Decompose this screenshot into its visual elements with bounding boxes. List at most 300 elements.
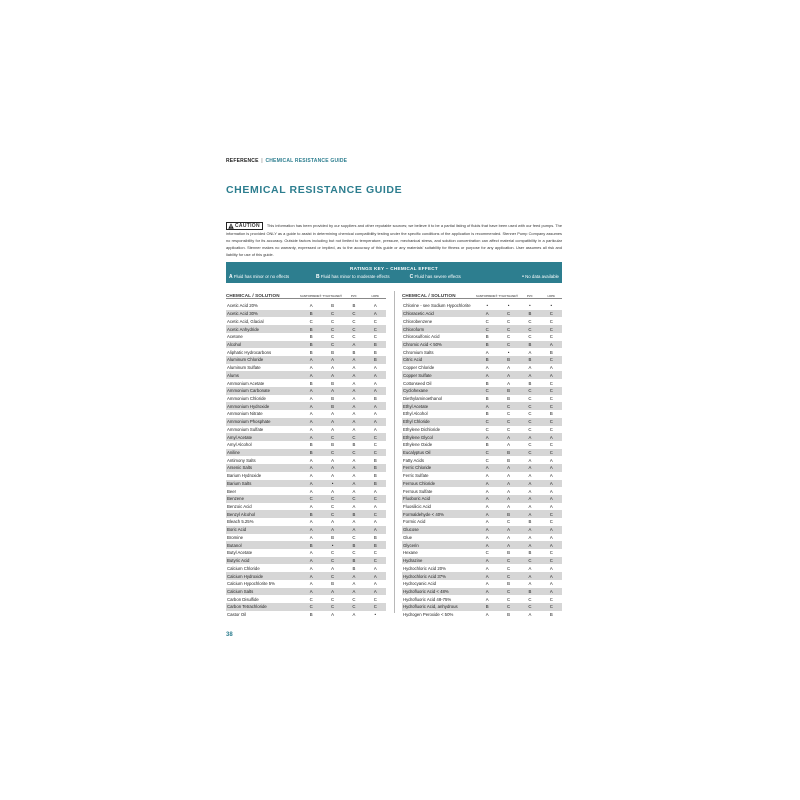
rating-cell: A	[485, 349, 489, 355]
rating-cell: B	[309, 542, 313, 548]
caution-badge-label: CAUTION	[235, 223, 260, 229]
chemical-name: Chlorobenzene	[403, 318, 433, 324]
rating-cell: A	[485, 480, 489, 486]
rating-cell: A	[309, 534, 313, 540]
rating-cell: A	[485, 434, 489, 440]
page-title: CHEMICAL RESISTANCE GUIDE	[226, 184, 403, 196]
rating-cell: A	[309, 588, 313, 594]
rating-cell: C	[373, 496, 377, 502]
rating-cell: B	[352, 303, 356, 309]
rating-cell: C	[549, 388, 553, 394]
rating-cell: C	[352, 550, 356, 556]
rating-cell: B	[309, 349, 313, 355]
rating-cell: A	[309, 558, 313, 564]
chemical-name: Ferrous Chloride	[403, 480, 436, 486]
rating-cell: A	[352, 504, 356, 510]
rating-cell: A	[373, 527, 377, 533]
table-row	[402, 317, 562, 325]
chemical-name: Ammonium Sulfate	[227, 426, 264, 432]
table-row	[226, 395, 386, 403]
chemical-name: Ammonium Chloride	[227, 395, 266, 401]
rating-cell: C	[549, 419, 553, 425]
rating-cell: B	[528, 380, 532, 386]
chemical-name: Formaldehyde < 40%	[403, 511, 444, 517]
rating-cell: A	[485, 542, 489, 548]
table-row	[226, 441, 386, 449]
rating-cell: B	[507, 357, 510, 363]
chemical-name: Bromine	[227, 534, 244, 540]
rating-cell: A	[507, 480, 510, 486]
rating-cell: A	[485, 534, 489, 540]
rating-cell: A	[549, 542, 553, 548]
table-row	[226, 557, 386, 565]
table-row	[402, 549, 562, 557]
chemical-name: Copper Sulfate	[403, 372, 432, 378]
rating-cell: B	[309, 612, 313, 618]
rating-cell: B	[309, 380, 313, 386]
caution-notice	[226, 222, 562, 258]
rating-cell: B	[485, 411, 489, 417]
table-row	[402, 611, 562, 619]
rating-cell: A	[373, 411, 377, 417]
rating-cell: C	[528, 558, 532, 564]
left-table	[226, 291, 386, 618]
rating-cell: A	[331, 488, 334, 494]
table-row	[226, 387, 386, 395]
rating-cell: A	[352, 426, 356, 432]
rating-cell: B	[331, 380, 334, 386]
table-row	[226, 534, 386, 542]
rating-cell: A	[352, 403, 356, 409]
rating-cell: C	[507, 573, 511, 579]
rating-cell: B	[352, 558, 356, 564]
table-row	[402, 472, 562, 480]
chemical-name: Ammonium Acetate	[227, 380, 265, 386]
rating-cell: A	[485, 565, 489, 571]
chemical-name: Ferric Sulfate	[403, 473, 429, 479]
rating-cell: A	[485, 311, 489, 317]
rating-cell: C	[373, 434, 377, 440]
rating-cell: A	[373, 488, 377, 494]
rating-cell: A	[309, 411, 313, 417]
rating-cell: C	[373, 334, 377, 340]
chemical-name: Ammonium Phosphate	[227, 419, 271, 425]
table-row	[226, 364, 386, 372]
table-row	[402, 441, 562, 449]
chemical-name: Bleach 5.25%	[227, 519, 254, 525]
table-row	[226, 503, 386, 511]
table-row	[402, 510, 562, 518]
chemical-name: Hydrofluoric Acid, anhydrous	[403, 604, 458, 610]
rating-cell: C	[507, 411, 511, 417]
rating-cell: C	[485, 450, 489, 456]
table-row	[402, 333, 562, 341]
table-row	[402, 564, 562, 572]
rating-cell: C	[331, 496, 335, 502]
rating-cell: A	[331, 465, 334, 471]
chemical-name: Glycerin	[403, 542, 419, 548]
table-row	[402, 348, 562, 356]
chemical-name: Diethylaminoethanol	[403, 395, 442, 401]
rating-cell: C	[485, 318, 489, 324]
rating-cell: •	[331, 542, 334, 548]
rating-cell: C	[549, 450, 553, 456]
table-row	[402, 503, 562, 511]
table-row	[226, 518, 386, 526]
table-row	[402, 325, 562, 333]
rating-cell: A	[528, 573, 532, 579]
table-row	[226, 588, 386, 596]
rating-cell: A	[352, 480, 356, 486]
rating-cell: B	[373, 465, 377, 471]
rating-cell: B	[352, 542, 356, 548]
rating-cell: A	[549, 527, 553, 533]
table-row	[402, 456, 562, 464]
rating-cell: B	[507, 511, 510, 517]
rating-cell: A	[331, 372, 334, 378]
ratings-key-title: RATINGS KEY – CHEMICAL EFFECT	[349, 266, 439, 271]
rating-cell: A	[309, 434, 313, 440]
table-row	[226, 333, 386, 341]
chemical-name: Fatty Acids	[403, 457, 425, 463]
chemical-name: Ethyl Acetate	[403, 403, 429, 409]
chemical-name: Barium Salts	[227, 480, 252, 486]
rating-cell: A	[485, 473, 489, 479]
rating-cell: A	[549, 457, 553, 463]
table-row	[226, 402, 386, 410]
rating-cell: A	[373, 303, 377, 309]
table-row	[402, 371, 562, 379]
table-row	[402, 541, 562, 549]
rating-cell: C	[331, 573, 335, 579]
caution-badge	[226, 222, 263, 230]
rating-cell: C	[331, 596, 335, 602]
rating-cell: B	[549, 612, 553, 618]
rating-cell: B	[331, 581, 334, 587]
material-column-header: SANTOPRENE®	[300, 294, 322, 298]
rating-cell: A	[528, 496, 532, 502]
table-row	[226, 526, 386, 534]
rating-cell: A	[549, 504, 553, 510]
rating-cell: C	[528, 395, 532, 401]
rating-cell: A	[373, 504, 377, 510]
rating-cell: A	[373, 372, 377, 378]
rating-cell: A	[528, 480, 532, 486]
rating-cell: A	[309, 365, 313, 371]
table-row	[402, 534, 562, 542]
chemical-name: Acetic Acid 20%	[227, 303, 258, 309]
rating-cell: C	[331, 511, 335, 517]
rating-cell: A	[485, 519, 489, 525]
rating-cell: C	[528, 450, 532, 456]
table-row	[402, 495, 562, 503]
rating-cell: A	[331, 473, 334, 479]
chemical-name: Benzyl Alcohol	[227, 511, 255, 517]
chemical-name: Fluosilicic Acid	[403, 504, 431, 510]
header-separator: |	[261, 158, 263, 164]
rating-cell: A	[309, 581, 313, 587]
table-row	[402, 410, 562, 418]
rating-cell: A	[309, 457, 313, 463]
rating-cell: C	[352, 496, 356, 502]
rating-cell: C	[549, 511, 553, 517]
chemical-name: Hexane	[403, 550, 418, 556]
rating-cell: C	[528, 596, 532, 602]
table-row	[402, 402, 562, 410]
rating-cell: A	[309, 426, 313, 432]
rating-cell: A	[352, 527, 356, 533]
table-row	[402, 302, 562, 310]
rating-cell: A	[309, 388, 313, 394]
rating-cell: C	[373, 442, 377, 448]
rating-cell: C	[507, 403, 511, 409]
chemical-name: Barium Hydroxide	[227, 473, 262, 479]
rating-cell: B	[352, 349, 356, 355]
rating-cell: C	[331, 604, 335, 610]
rating-cell: A	[485, 465, 489, 471]
rating-cell: •	[507, 303, 510, 309]
rating-cell: A	[331, 419, 334, 425]
chemical-name: Beer	[227, 488, 237, 494]
chemical-name: Calcium Hydroxide	[227, 573, 264, 579]
rating-cell: A	[309, 550, 313, 556]
table-row	[402, 603, 562, 611]
rating-cell: C	[549, 519, 553, 525]
table-row	[226, 302, 386, 310]
rating-cell: A	[352, 357, 356, 363]
chemical-name: Chloracetic Acid	[403, 311, 434, 317]
table-row	[226, 464, 386, 472]
table-row	[226, 410, 386, 418]
rating-cell: A	[485, 596, 489, 602]
rating-cell: C	[373, 604, 377, 610]
rating-cell: B	[309, 326, 313, 332]
chemical-name: Calcium Chloride	[227, 565, 260, 571]
table-row	[226, 418, 386, 426]
rating-cell: B	[373, 534, 377, 540]
chemical-name: Aluminum Sulfate	[227, 365, 261, 371]
rating-cell: A	[331, 457, 334, 463]
chemical-name: Chromium Salts	[403, 349, 434, 355]
rating-cell: C	[507, 519, 511, 525]
rating-cell: C	[549, 442, 553, 448]
rating-cell: A	[507, 442, 510, 448]
rating-cell: A	[528, 349, 532, 355]
rating-cell: C	[528, 318, 532, 324]
ratings-key-item: C Fluid has severe effects	[409, 274, 461, 280]
rating-cell: A	[352, 395, 356, 401]
rating-cell: A	[528, 488, 532, 494]
rating-cell: A	[485, 496, 489, 502]
rating-cell: C	[507, 341, 511, 347]
rating-cell: C	[352, 334, 356, 340]
rating-cell: A	[528, 612, 532, 618]
table-row	[226, 472, 386, 480]
rating-cell: A	[528, 372, 532, 378]
rating-cell: C	[373, 550, 377, 556]
warning-icon	[228, 223, 234, 229]
table-row	[226, 541, 386, 549]
chemical-name: Ferric Chloride	[403, 465, 432, 471]
chemical-name: Aliphatic Hydrocarbons	[227, 349, 272, 355]
rating-cell: A	[528, 542, 532, 548]
table-row	[402, 395, 562, 403]
table-row	[402, 387, 562, 395]
rating-cell: A	[309, 527, 313, 533]
rating-cell: C	[549, 403, 553, 409]
table-row	[402, 557, 562, 565]
rating-cell: A	[373, 419, 377, 425]
rating-cell: C	[549, 395, 553, 401]
rating-cell: •	[529, 303, 531, 309]
rating-cell: B	[528, 341, 532, 347]
rating-cell: A	[507, 465, 510, 471]
rating-cell: A	[528, 527, 532, 533]
rating-cell: B	[528, 357, 532, 363]
rating-cell: A	[352, 388, 356, 394]
chemical-name: Carbon Disulfide	[227, 596, 259, 602]
rating-cell: A	[373, 380, 377, 386]
chemical-name: Antimony Salts	[227, 457, 256, 463]
column-divider	[394, 291, 395, 613]
table-row	[402, 487, 562, 495]
chemical-name: Glue	[403, 534, 413, 540]
rating-cell: C	[373, 318, 377, 324]
rating-cell: C	[528, 604, 532, 610]
rating-cell: A	[352, 573, 356, 579]
rating-cell: C	[352, 534, 356, 540]
rating-cell: A	[549, 465, 553, 471]
rating-cell: B	[352, 511, 356, 517]
rating-cell: A	[309, 519, 313, 525]
rating-cell: B	[507, 612, 510, 618]
rating-cell: B	[507, 395, 510, 401]
table-row	[402, 341, 562, 349]
rating-cell: C	[485, 326, 489, 332]
chemical-name: Ammonium Nitrate	[227, 411, 263, 417]
chemical-name: Arsenic Salts	[227, 465, 253, 471]
rating-cell: A	[485, 504, 489, 510]
chemical-name: Butyric Acid	[227, 558, 250, 564]
rating-cell: B	[528, 550, 532, 556]
table-row	[226, 433, 386, 441]
rating-cell: B	[485, 604, 489, 610]
rating-cell: A	[549, 588, 553, 594]
rating-cell: A	[309, 480, 313, 486]
table-row	[226, 449, 386, 457]
rating-cell: A	[331, 411, 334, 417]
rating-cell: C	[507, 565, 511, 571]
rating-cell: A	[352, 488, 356, 494]
rating-cell: A	[331, 519, 334, 525]
rating-cell: C	[549, 550, 553, 556]
rating-cell: A	[373, 588, 377, 594]
rating-cell: •	[507, 349, 510, 355]
chemical-column-header: CHEMICAL / SOLUTION	[226, 293, 280, 298]
chemical-name: Acetone	[227, 334, 243, 340]
ratings-key-item: B Fluid has minor to moderate effects	[315, 274, 390, 280]
rating-cell: C	[331, 341, 335, 347]
rating-cell: B	[528, 519, 532, 525]
material-column-header: TYGOTHANE®	[322, 294, 343, 298]
section-label: REFERENCE	[226, 158, 259, 164]
rating-cell: B	[331, 403, 334, 409]
rating-cell: A	[373, 388, 377, 394]
rating-cell: A	[549, 488, 553, 494]
rating-cell: C	[507, 604, 511, 610]
rating-cell: A	[352, 419, 356, 425]
chemical-name: Calcium Salts	[227, 588, 254, 594]
rating-cell: C	[352, 434, 356, 440]
rating-cell: C	[528, 326, 532, 332]
table-row	[226, 603, 386, 611]
rating-cell: A	[549, 565, 553, 571]
rating-cell: A	[528, 457, 532, 463]
rating-cell: C	[549, 326, 553, 332]
rating-cell: B	[331, 349, 334, 355]
subsection-label: CHEMICAL RESISTANCE GUIDE	[265, 158, 348, 164]
ratings-key-item: • No data available	[522, 274, 559, 280]
rating-cell: A	[309, 504, 313, 510]
rating-cell: C	[331, 318, 335, 324]
rating-cell: C	[331, 334, 335, 340]
rating-cell: C	[352, 318, 356, 324]
rating-cell: B	[485, 380, 489, 386]
rating-cell: A	[309, 357, 313, 363]
rating-cell: A	[485, 365, 489, 371]
table-row	[402, 310, 562, 318]
running-header	[226, 158, 562, 164]
table-row	[226, 325, 386, 333]
rating-cell: C	[549, 380, 553, 386]
rating-cell: A	[507, 365, 510, 371]
table-row	[402, 418, 562, 426]
rating-cell: A	[485, 527, 489, 533]
chemical-name: Benzene	[227, 496, 244, 502]
table-row	[402, 364, 562, 372]
rating-cell: A	[528, 565, 532, 571]
table-row	[402, 588, 562, 596]
table-row	[402, 518, 562, 526]
rating-cell: C	[507, 334, 511, 340]
rating-cell: B	[373, 457, 377, 463]
rating-cell: C	[528, 419, 532, 425]
table-row	[226, 426, 386, 434]
table-row	[226, 379, 386, 387]
rating-cell: A	[549, 434, 553, 440]
chemical-name: Butanol	[227, 542, 242, 548]
rating-cell: C	[352, 326, 356, 332]
table-row	[226, 510, 386, 518]
ratings-key-item: A Fluid has minor or no effects	[229, 274, 290, 280]
chemical-column-header: CHEMICAL / SOLUTION	[402, 293, 456, 298]
chemical-name: Aniline	[227, 450, 240, 456]
caution-text: This information has been provided by our suppliers and other reputable sources; we believe it to be a partial listing of fluids that have been used with our feed pumps. The information is provided ONLY as a guide to assist in determining chemical compatibility testing under the specific conditions of the application is recommended. Stenner Pump Company assumes no responsibility for its accuracy. Outside factors including but not limited to temperature, pressure, mechanical stress, and solution concentration can affect material compatibility in a particular application. Stenner makes no warranty, expressed or implied, as to the accuracy of this guide or any materials' suitability for fitness or purpose for any application. User assumes all risk and liability for use of this guide.	[226, 223, 562, 257]
rating-cell: B	[373, 542, 377, 548]
rating-cell: A	[528, 465, 532, 471]
rating-cell: A	[309, 403, 313, 409]
rating-cell: A	[352, 457, 356, 463]
rating-cell: A	[507, 496, 510, 502]
rating-cell: A	[331, 588, 334, 594]
rating-cell: C	[549, 357, 553, 363]
rating-cell: B	[309, 450, 313, 456]
rating-cell: B	[485, 341, 489, 347]
table-row	[226, 456, 386, 464]
rating-cell: A	[331, 612, 334, 618]
table-row	[226, 341, 386, 349]
table-row	[402, 464, 562, 472]
